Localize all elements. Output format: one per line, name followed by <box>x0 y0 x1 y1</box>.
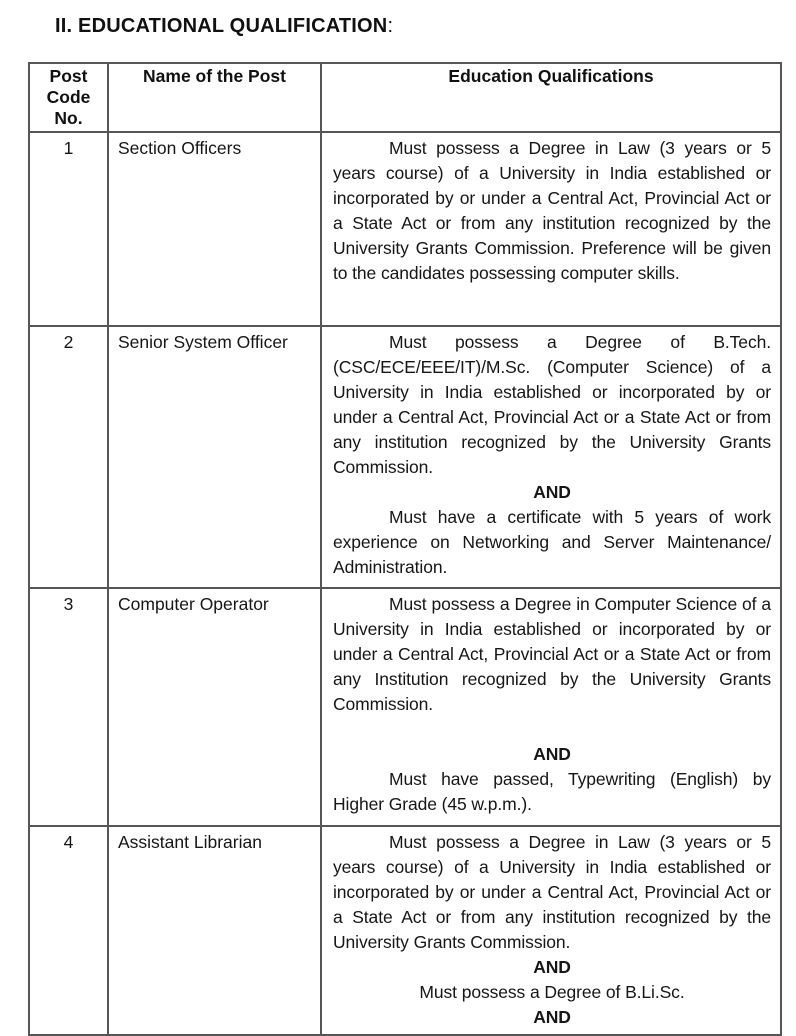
table-body <box>29 132 781 1035</box>
post-name-value: Section Officers <box>108 132 321 326</box>
and-separator: AND <box>533 1007 571 1027</box>
section-title-text: II. EDUCATIONAL QUALIFICATION <box>55 15 388 37</box>
and-separator: AND <box>533 482 571 502</box>
section-title-colon: : <box>387 15 394 37</box>
qualification-table <box>28 62 782 1036</box>
post-code-value: 1 <box>29 132 108 326</box>
table-header-row <box>29 63 781 132</box>
table-row <box>29 326 781 588</box>
header-education-qualifications: Education Qualifications <box>321 63 781 132</box>
qualification-paragraph: Must possess a Degree in Law (3 years or 5 years course) of a University in India established or incorporated by or under a Central Act, Provincial Act or a State Act or from any institution recognized by the University Grants Commission. <box>333 832 771 952</box>
qualification-paragraph: Must possess a Degree in Computer Science of a University in India established or incorporated by or under a Central Act, Provincial Act or a State Act or from any Institution recognized by the University Grants Commission. <box>333 594 771 714</box>
spacer-line <box>333 717 771 742</box>
post-name-value: Senior System Officer <box>108 326 321 588</box>
post-code-value: 4 <box>29 826 108 1035</box>
qualification-paragraph: Must have passed, Typewriting (English) by Higher Grade (45 w.p.m.). <box>333 769 771 814</box>
header-name-of-the-post: Name of the Post <box>108 63 321 132</box>
table-row <box>29 826 781 1035</box>
table-row <box>29 588 781 826</box>
post-code-value: 3 <box>29 588 108 826</box>
qualification-line-centered: Must possess a Degree of B.Li.Sc. <box>419 982 685 1002</box>
post-code-value: 2 <box>29 326 108 588</box>
qualification-cell <box>321 826 781 1035</box>
and-separator: AND <box>533 957 571 977</box>
qualification-paragraph: Must possess a Degree in Law (3 years or 5 years course) of a University in India established or incorporated by or under a Central Act, Provincial Act or a State Act or from any institution recognized by the University Grants Commission. Preference will be given to the candidates possessing computer skills. <box>333 138 771 283</box>
and-separator: AND <box>533 744 571 764</box>
qualification-paragraph: Must have a certificate with 5 years of work experience on Networking and Server Maintenance/ Administration. <box>333 507 771 577</box>
header-post-code-no: Post Code No. <box>29 63 108 132</box>
qualification-paragraph: Must possess a Degree of B.Tech. (CSC/ECE/EEE/IT)/M.Sc. (Computer Science) of a University in India established or incorporated by or under a Central Act, Provincial Act or a State Act or from any institution recognized by the University Grants Commission. <box>333 332 771 477</box>
post-name-value: Assistant Librarian <box>108 826 321 1035</box>
section-title <box>0 0 796 38</box>
post-name-value: Computer Operator <box>108 588 321 826</box>
qualification-cell <box>321 588 781 826</box>
qualification-cell <box>321 326 781 588</box>
table-row <box>29 132 781 326</box>
qualification-cell <box>321 132 781 326</box>
